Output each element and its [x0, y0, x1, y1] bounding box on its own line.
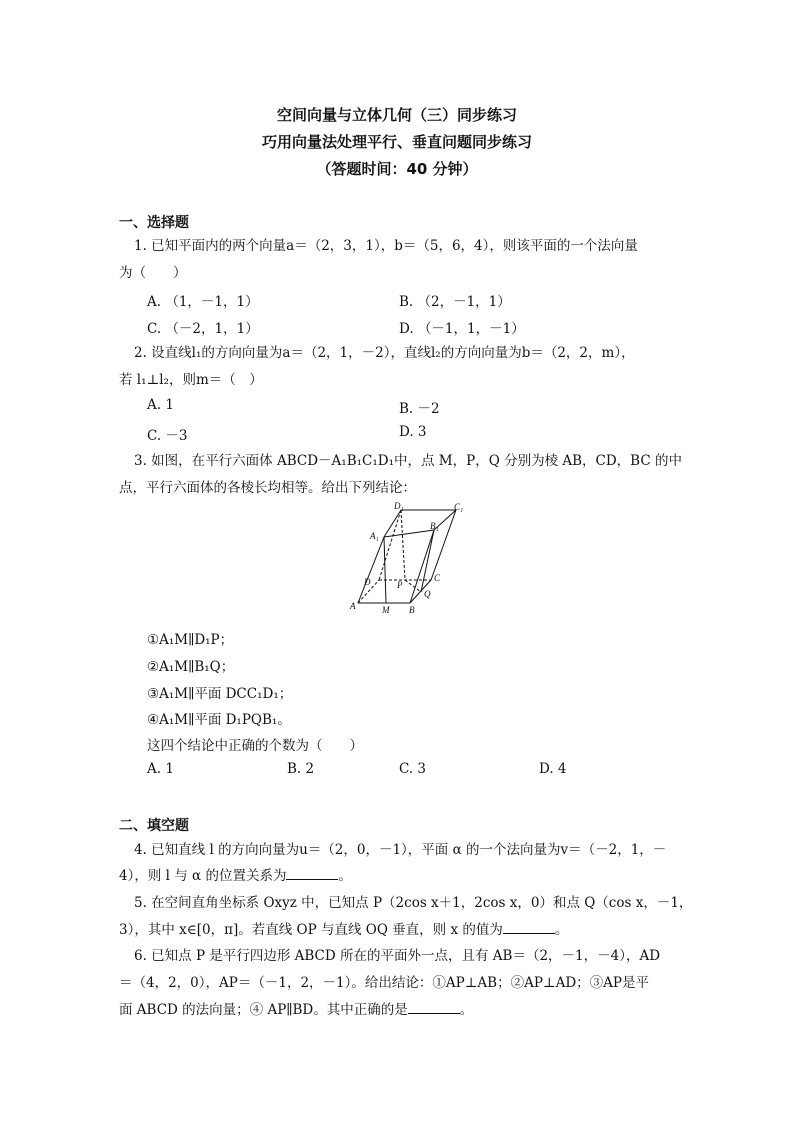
- q3-conclusion-1: ①A₁M∥D₁P；: [147, 632, 234, 648]
- q4-end: 。: [338, 868, 352, 884]
- q3-stem-line2: 点，平行六面体的各棱长均相等。给出下列结论：: [119, 480, 416, 496]
- label-p: P: [397, 580, 403, 590]
- q5-stem-line1: 5. 在空间直角坐标系 Oxyz 中，已知点 P（2cos x＋1，2cos x，0）和点 Q（cos x，－1，: [134, 895, 693, 911]
- label-q: Q: [424, 589, 431, 599]
- time-note: （答题时间：40 分钟）: [316, 160, 478, 178]
- q5-stem-line2: [119, 920, 679, 940]
- q3-stem-line1: 3. 如图，在平行六面体 ABCD－A₁B₁C₁D₁中，点 M，P，Q 分别为棱 AB，CD，BC 的中: [134, 453, 682, 469]
- q4-text: 4），则 l 与 α 的位置关系为: [119, 868, 287, 884]
- q5-text: 3），其中 x∈[0，π]。若直线 OP 与直线 OQ 垂直，则 x 的值为: [119, 922, 503, 938]
- q4-stem-line2: [119, 866, 679, 886]
- label-c: C: [434, 573, 441, 583]
- q3-conclusion-3: ③A₁M∥平面 DCC₁D₁；: [147, 686, 293, 702]
- q6-answer-blank[interactable]: [408, 1001, 460, 1014]
- q1-option-a: A. （1，－1，1）: [147, 294, 259, 310]
- q3-option-d: D. 4: [539, 761, 567, 777]
- q2-option-c: C. －3: [147, 428, 188, 444]
- page-title: 空间向量与立体几何（三）同步练习: [276, 106, 517, 124]
- section-heading-choice: 一、选择题: [119, 215, 189, 231]
- label-b: B: [409, 605, 415, 614]
- q3-conclusion-2: ②A₁M∥B₁Q；: [147, 659, 235, 675]
- label-c1: C₁: [454, 502, 464, 512]
- q3-question: 这四个结论中正确的个数为（ ）: [147, 738, 363, 754]
- q6-end: 。: [459, 1002, 474, 1018]
- q2-option-b: B. －2: [399, 401, 440, 417]
- q3-option-c: C. 3: [399, 761, 427, 777]
- q5-end: 。: [554, 922, 569, 938]
- q6-stem-line1: 6. 已知点 P 是平行四边形 ABCD 所在的平面外一点，且有 AB＝（2，－1，－4），AD: [134, 948, 661, 964]
- q2-stem-line2: 若 l₁⊥l₂，则m＝（ ）: [119, 372, 263, 388]
- q2-option-a: A. 1: [147, 397, 174, 413]
- q6-stem-line2: ＝（4，2，0），AP＝（－1，2，－1）。给出结论：①AP⊥AB；②AP⊥AD；③AP是平: [119, 975, 649, 991]
- q1-stem-line2: 为（ ）: [119, 265, 187, 281]
- q2-stem-line1: 2. 设直线l₁的方向向量为a＝（2，1，－2），直线l₂的方向向量为b＝（2，2，m），: [134, 345, 635, 361]
- q3-option-a: A. 1: [147, 761, 174, 777]
- section-heading-fill: 二、填空题: [119, 818, 189, 834]
- q1-option-c: C. （－2，1，1）: [147, 321, 259, 337]
- label-a: A: [350, 601, 356, 611]
- label-d1: D₁: [394, 502, 404, 511]
- page-subtitle: 巧用向量法处理平行、垂直问题同步练习: [261, 133, 532, 151]
- label-a1: A₁: [370, 531, 379, 541]
- q3-option-b: B. 2: [287, 761, 315, 777]
- q5-answer-blank[interactable]: [503, 921, 555, 934]
- q6-stem-line3: [119, 1000, 679, 1020]
- q1-option-b: B. （2，－1，1）: [399, 294, 511, 310]
- q1-stem-line1: 1. 已知平面内的两个向量a＝（2，3，1），b＝（5，6，4），则该平面的一个法向量: [134, 238, 638, 254]
- q2-option-d: D. 3: [399, 424, 427, 440]
- label-m: M: [382, 605, 390, 614]
- q3-conclusion-4: ④A₁M∥平面 D₁PQB₁。: [147, 712, 291, 728]
- label-d: D: [364, 577, 371, 587]
- q4-answer-blank[interactable]: [286, 867, 338, 880]
- q1-option-d: D. （－1，1，－1）: [399, 321, 525, 337]
- parallelepiped-figure: [344, 502, 480, 614]
- label-b1: B₁: [430, 521, 439, 531]
- q4-stem-line1: 4. 已知直线 l 的方向向量为u＝（2，0，－1），平面 α 的一个法向量为v＝（－2，1，－: [134, 842, 667, 858]
- q6-text: 面 ABCD 的法向量；④ AP∥BD。其中正确的是: [119, 1002, 408, 1018]
